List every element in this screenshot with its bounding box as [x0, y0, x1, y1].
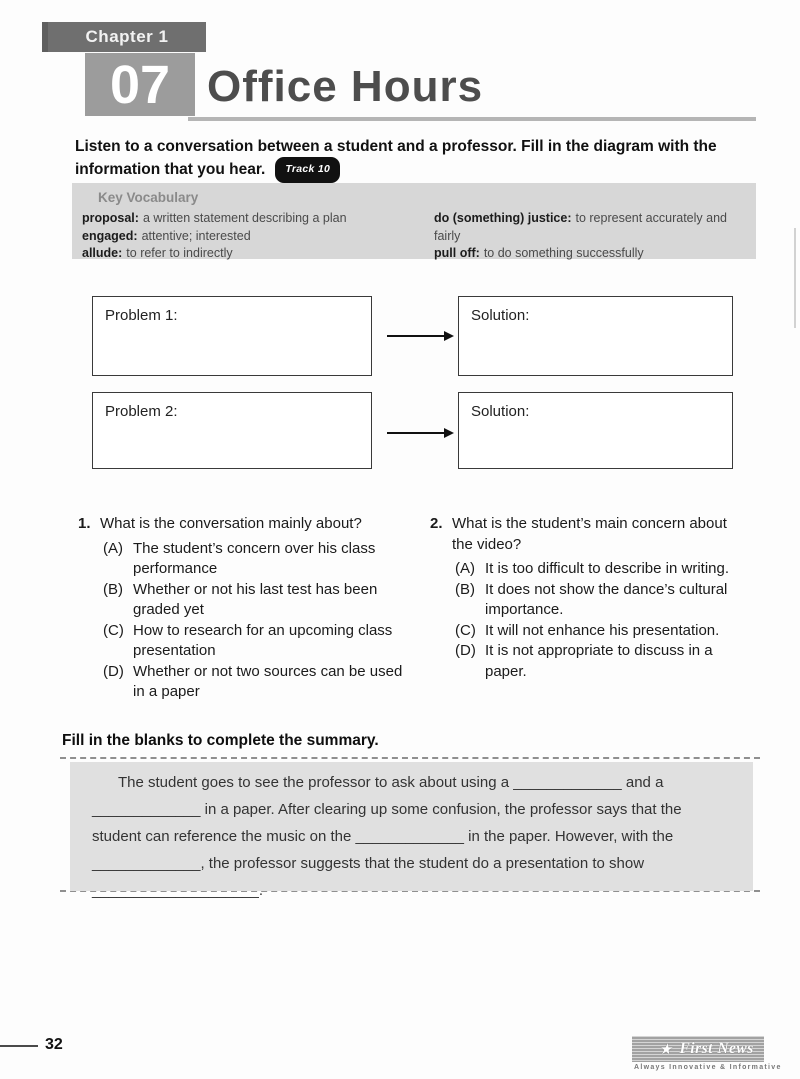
option-text: It will not enhance his presentation. [485, 621, 720, 639]
listening-instruction [75, 136, 755, 183]
vocab-term: allude: [82, 246, 123, 260]
instruction-line-1: Listen to a conversation between a student and a professor. Fill in the diagram with the [75, 138, 717, 155]
problem-1-label: Problem 1: [105, 307, 178, 324]
summary-line: The student goes to see the professor to ask about using a _____________ and a [118, 774, 664, 791]
vocab-entry [82, 245, 422, 263]
question-2-option-a [455, 559, 748, 580]
vocab-definition: a written statement describing a plan [142, 211, 347, 225]
vocab-entry [82, 210, 422, 228]
footer-rule [0, 1045, 38, 1047]
question-1-option-c [103, 621, 413, 662]
option-text: It does not show the dance’s cultural importance. [485, 580, 728, 618]
option-label: (A) [103, 539, 123, 557]
question-1 [78, 514, 413, 703]
track-badge: Track 10 [275, 157, 340, 183]
option-label: (C) [103, 621, 124, 639]
summary-dashed-region [60, 757, 760, 899]
option-text: It is too difficult to describe in writing. [485, 560, 729, 577]
instruction-line-2: information that you hear. [75, 161, 266, 178]
title-underline [188, 117, 756, 121]
vocab-term: do (something) justice: [434, 211, 572, 225]
vocab-definition: attentive; interested [141, 228, 251, 243]
question-2-option-b [455, 580, 748, 621]
option-label: (B) [455, 580, 475, 598]
vocab-term: proposal: [82, 211, 139, 225]
question-2-option-c [455, 621, 748, 642]
vocab-entry [434, 245, 749, 263]
question-2-head [430, 514, 748, 555]
question-text: What is the student’s main concern about the video? [452, 515, 727, 553]
vocab-entry [82, 228, 422, 246]
key-vocabulary-box [72, 183, 756, 259]
question-1-head [78, 514, 413, 535]
vocab-term: pull off: [434, 246, 480, 260]
chapter-label: Chapter 1 [85, 27, 169, 46]
option-text: It is not appropriate to discuss in a paper. [485, 642, 713, 680]
problem-2-box [92, 392, 372, 469]
arrow-right-icon [387, 335, 445, 337]
question-2 [430, 514, 748, 682]
problem-2-label: Problem 2: [105, 403, 178, 420]
option-label: (D) [103, 662, 124, 680]
solution-1-box [458, 296, 733, 376]
logo-tagline: Always Innovative & Informative [634, 1064, 782, 1071]
question-1-option-b [103, 580, 413, 621]
page-number: 32 [45, 1036, 63, 1053]
summary-line: ____________________. [92, 882, 264, 899]
vocab-definition: to represent accurately and fairly [434, 211, 727, 243]
arrow-right-icon [387, 432, 445, 434]
summary-line: _____________ in a paper. After clearing up some confusion, the professor says that the [92, 801, 682, 818]
summary-line: student can reference the music on the _____________ in the paper. However, with the [92, 828, 674, 845]
vocab-definition: to refer to indirectly [126, 246, 233, 260]
problem-1-box [92, 296, 372, 376]
question-1-option-d [103, 662, 413, 703]
option-text: The student’s concern over his class performance [133, 539, 376, 577]
solution-2-box [458, 392, 733, 469]
vocabulary-heading: Key Vocabulary [98, 190, 199, 205]
option-label: (D) [455, 642, 476, 659]
summary-line: _____________, the professor suggests that the student do a presentation to show [92, 855, 645, 872]
unit-number: 07 [109, 54, 171, 115]
scan-edge-artifact [794, 228, 796, 328]
logo-title: First News [679, 1040, 754, 1057]
option-text: Whether or not two sources can be used in a paper [133, 662, 403, 700]
question-text: What is the conversation mainly about? [100, 515, 362, 532]
summary-box [70, 762, 753, 899]
vocab-definition: to do something successfully [483, 246, 644, 260]
page-title: Office Hours [207, 62, 484, 111]
chapter-banner [48, 22, 206, 52]
question-2-option-d [455, 641, 748, 682]
summary-heading: Fill in the blanks to complete the summary. [62, 732, 379, 749]
solution-2-label: Solution: [471, 403, 530, 420]
vocab-term: engaged: [82, 228, 138, 243]
option-label: (C) [455, 621, 476, 639]
unit-number-box [85, 53, 195, 116]
question-number: 1. [78, 515, 91, 532]
vocabulary-column-left [82, 210, 422, 263]
vocab-entry [434, 210, 749, 245]
option-label: (A) [455, 560, 475, 577]
option-text: How to research for an upcoming class presentation [133, 621, 393, 659]
option-text: Whether or not his last test has been graded yet [133, 580, 378, 618]
vocabulary-column-right [434, 210, 749, 263]
question-number: 2. [430, 515, 443, 532]
question-1-option-a [103, 539, 413, 580]
first-news-logo [632, 1036, 764, 1062]
solution-1-label: Solution: [471, 307, 530, 324]
star-icon: ★ [658, 1041, 676, 1058]
option-label: (B) [103, 580, 123, 598]
